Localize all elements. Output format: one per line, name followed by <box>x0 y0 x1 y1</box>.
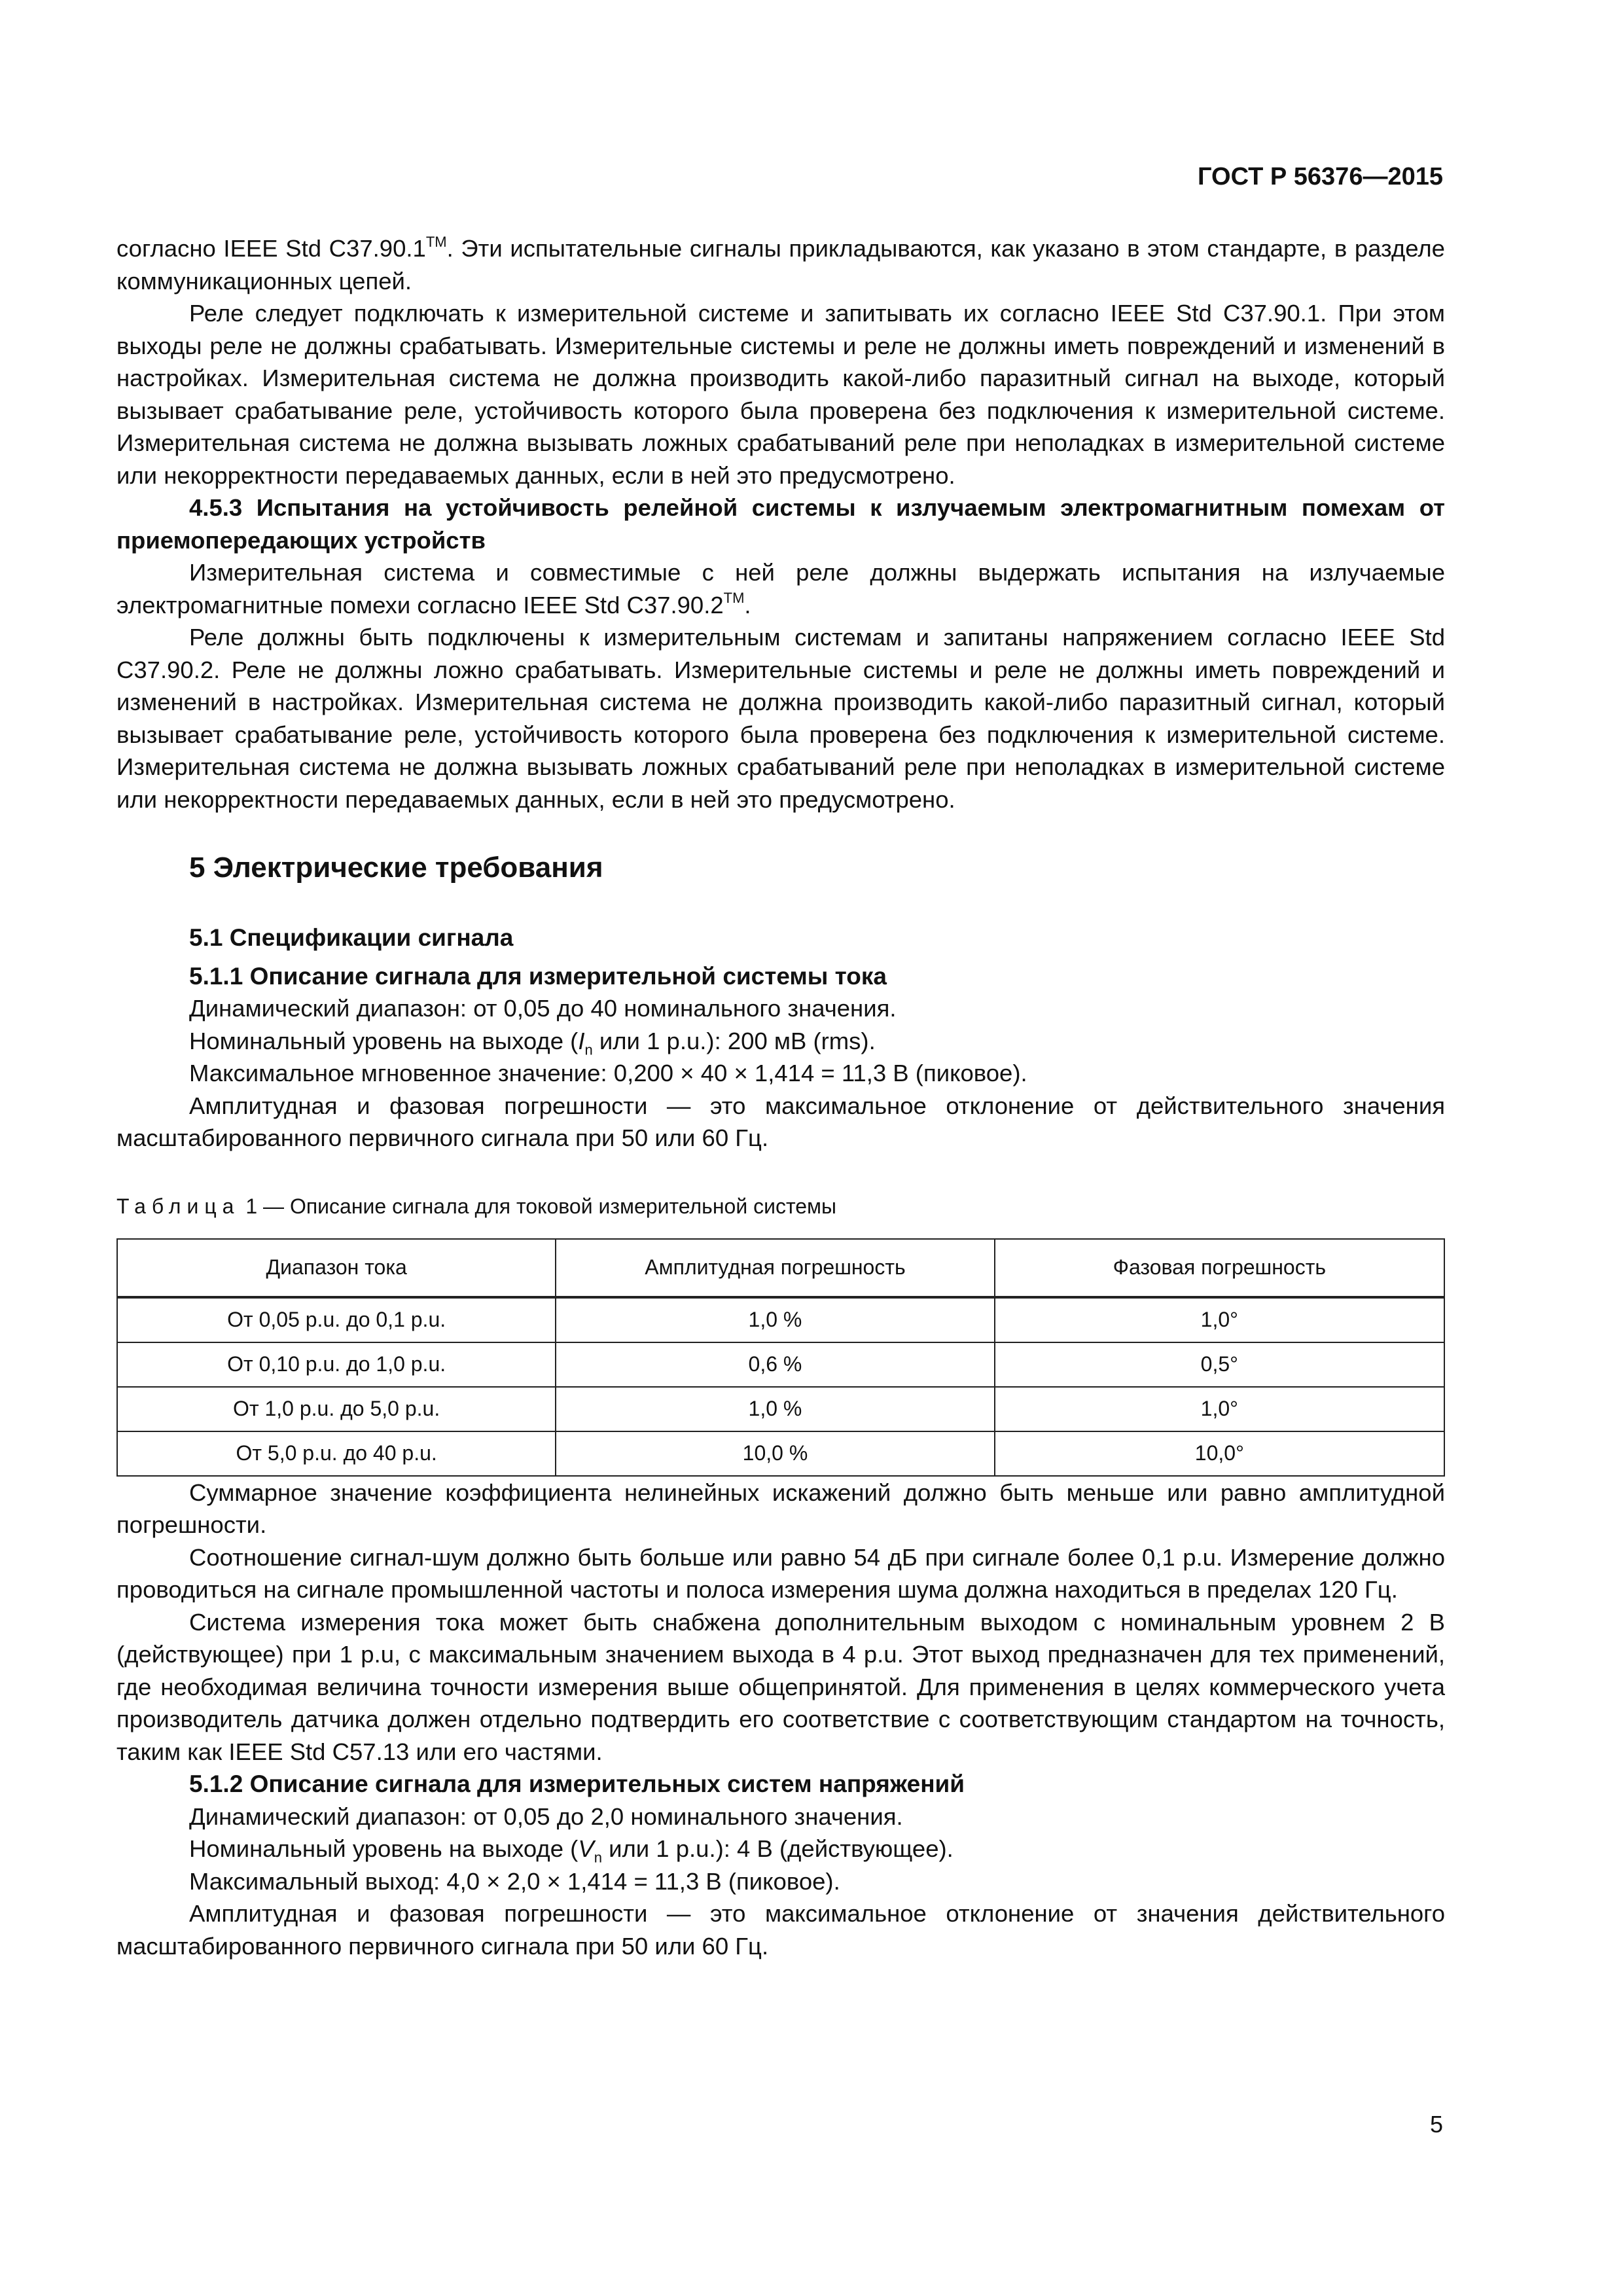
table-1 <box>116 1238 1445 1477</box>
table-row <box>117 1387 1444 1431</box>
cell-phase-error: 1,0° <box>995 1297 1444 1342</box>
table-caption-text: 1 — Описание сигнала для токовой измерительной системы <box>245 1194 837 1218</box>
paragraph-amplitude-phase-voltage: Амплитудная и фазовая погрешности — это максимальное отклонение от значения действительного масштабированного первичного сигнала при 50 или 60 Гц. <box>116 1900 1445 1960</box>
column-header-amplitude-error: Амплитудная погрешность <box>556 1239 994 1297</box>
paragraph-thd: Суммарное значение коэффициента нелинейных искажений должно быть меньше или равно амплитудной погрешности. <box>116 1479 1445 1538</box>
table-header-row <box>117 1239 1444 1297</box>
paragraph-text: согласно IEEE Std C37.90.1 <box>116 235 426 262</box>
document-code: ГОСТ Р 56376—2015 <box>1198 163 1443 190</box>
table-row <box>117 1297 1444 1342</box>
paragraph-dynamic-range-voltage: Динамический диапазон: от 0,05 до 2,0 номинального значения. <box>189 1803 903 1830</box>
cell-phase-error: 0,5° <box>995 1342 1444 1387</box>
table-caption-label: Таблица <box>116 1194 240 1218</box>
table-1-caption <box>116 1193 1445 1220</box>
paragraph-relay-power: Реле должны быть подключены к измерительным системам и запитаны напряжением согласно IEEE Std C37.90.2. Реле не должны ложно срабатывать. Измерительные системы и реле не должны иметь повреждений и изменений в настройках. Измерительная система не должна производить какой-либо паразитный сигнал, который вызывает срабатывание реле, устойчивость которого была проверена без подключения к измерительной системе. Измерительная система не должна вызывать ложных срабатываний реле при неполадках в измерительной системе или некорректности передаваемых данных, если в ней это предусмотрено. <box>116 624 1445 813</box>
paragraph-text: или 1 p.u.): 4 В (действующее). <box>601 1835 954 1862</box>
trademark-mark: TM <box>425 233 447 250</box>
page-number: 5 <box>1429 2111 1443 2138</box>
paragraph-amplitude-phase-current: Амплитудная и фазовая погрешности — это максимальное отклонение от действительного значения масштабированного первичного сигнала при 50 или 60 Гц. <box>116 1092 1445 1151</box>
paragraph-max-instant-value: Максимальное мгновенное значение: 0,200 × 40 × 1,414 = 11,3 В (пиковое). <box>189 1060 1027 1086</box>
page-content <box>116 232 1445 1962</box>
paragraph-additional-output: Система измерения тока может быть снабжена дополнительным выходом с номинальным уровнем 2 В (действующее) при 1 p.u, с максимальным значением выхода в 4 p.u. Этот выход предназначен для тех применений, где необходимая величина точности измерения выше общепринятой. Для применения в целях коммерческого учета производитель датчика должен отдельно подтвердить его соответствие с соответствующим стандартом на точность, таким как IEEE Std C57.13 или его частями. <box>116 1608 1445 1765</box>
cell-current-range: От 5,0 p.u. до 40 p.u. <box>117 1431 556 1476</box>
trademark-mark: TM <box>723 590 745 607</box>
cell-current-range: От 1,0 p.u. до 5,0 p.u. <box>117 1387 556 1431</box>
subscript-n: n <box>594 1849 602 1866</box>
paragraph-text: . Эти испытательные сигналы прикладываются, как указано в этом стандарте, в разделе коммуникационных цепей. <box>116 235 1445 295</box>
variable-v: V <box>578 1835 594 1862</box>
paragraph-text: . <box>744 591 751 619</box>
cell-amplitude-error: 10,0 % <box>556 1431 994 1476</box>
variable-i: I <box>578 1027 585 1054</box>
paragraph-nominal-level-voltage <box>116 1833 1445 1865</box>
paragraph-max-output-voltage: Максимальный выход: 4,0 × 2,0 × 1,414 = 11,3 В (пиковое). <box>189 1867 840 1895</box>
paragraph-relay-connection: Реле следует подключать к измерительной системе и запитывать их согласно IEEE Std C37.90.1. При этом выходы реле не должны срабатывать. Измерительные системы и реле не должны иметь повреждений и изменений в настройках. Измерительная система не должна производить какой-либо паразитный сигнал на выходе, который вызывает срабатывание реле, устойчивость которого была проверена без подключения к измерительной системе. Измерительная система не должна вызывать ложных срабатываний реле при неполадках в измерительной системе или некорректности передаваемых данных, если в ней это предусмотрено. <box>116 300 1445 489</box>
paragraph-text: Номинальный уровень на выходе ( <box>189 1835 579 1862</box>
cell-phase-error: 1,0° <box>995 1387 1444 1431</box>
cell-phase-error: 10,0° <box>995 1431 1444 1476</box>
cell-amplitude-error: 1,0 % <box>556 1387 994 1431</box>
paragraph-text: Номинальный уровень на выходе ( <box>189 1027 579 1054</box>
subsection-5-1-1-heading: 5.1.1 Описание сигнала для измерительной системы тока <box>189 963 887 990</box>
paragraph-snr: Соотношение сигнал-шум должно быть больше или равно 54 дБ при сигнале более 0,1 p.u. Измерение должно проводиться на сигнале промышленной частоты и полоса измерения шума должна находиться в пределах 120 Гц. <box>116 1543 1445 1603</box>
subsection-5-1-heading: 5.1 Спецификации сигнала <box>189 924 514 951</box>
subscript-n: n <box>584 1041 593 1058</box>
paragraph-nominal-level-current <box>116 1025 1445 1058</box>
paragraph-radiated-interference <box>116 556 1445 621</box>
table-row <box>117 1342 1444 1387</box>
paragraph-text: Измерительная система и совместимые с ней реле должны выдержать испытания на излучаемые электромагнитные помехи согласно IEEE Std C37.90.2 <box>116 559 1445 619</box>
subsection-5-1-2-heading: 5.1.2 Описание сигнала для измерительных систем напряжений <box>189 1770 965 1797</box>
cell-amplitude-error: 1,0 % <box>556 1297 994 1342</box>
section-5-heading: 5 Электрические требования <box>189 852 603 884</box>
cell-current-range: От 0,10 p.u. до 1,0 p.u. <box>117 1342 556 1387</box>
table-row <box>117 1431 1444 1476</box>
column-header-current-range: Диапазон тока <box>117 1239 556 1297</box>
paragraph-text: или 1 p.u.): 200 мВ (rms). <box>592 1027 876 1054</box>
column-header-phase-error: Фазовая погрешность <box>995 1239 1444 1297</box>
heading-4-5-3: 4.5.3 Испытания на устойчивость релейной системы к излучаемым электромагнитным помехам от приемопередающих устройств <box>116 494 1445 554</box>
paragraph-dynamic-range-current: Динамический диапазон: от 0,05 до 40 номинального значения. <box>189 995 897 1022</box>
paragraph-continuation <box>116 232 1445 297</box>
cell-current-range: От 0,05 p.u. до 0,1 p.u. <box>117 1297 556 1342</box>
cell-amplitude-error: 0,6 % <box>556 1342 994 1387</box>
